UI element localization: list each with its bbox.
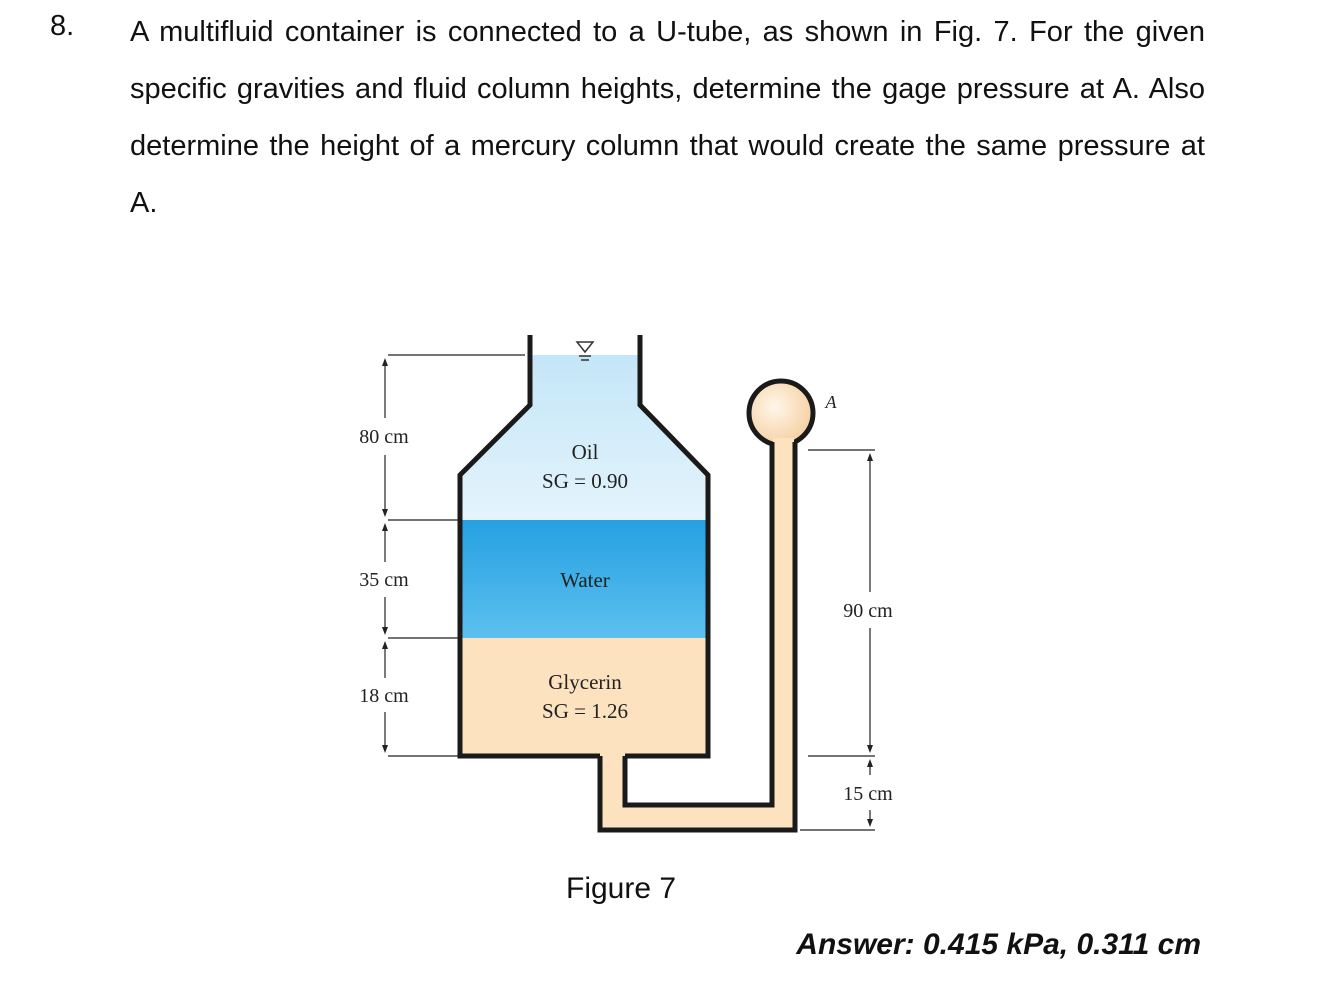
glycerin-sg-label: SG = 1.26 xyxy=(542,699,628,723)
oil-sg-label: SG = 0.90 xyxy=(542,469,628,493)
water-label: Water xyxy=(560,568,610,592)
problem-text: A multifluid container is connected to a U-tube, as shown in Fig. 7. For the given specific gravities and fluid column heights, determine the gage pressure at A. Also determine the height of a mercury column that would create the same pressure at A. xyxy=(130,16,1205,219)
oil-label: Oil xyxy=(571,440,599,464)
oil-height-label: 80 cm xyxy=(359,426,409,448)
glycerin-label: Glycerin xyxy=(548,670,622,694)
answer-text: Answer: 0.415 kPa, 0.311 cm xyxy=(796,928,1201,961)
tube-height-label: 90 cm xyxy=(843,600,893,622)
bulb-A xyxy=(749,381,813,445)
water-height-label: 35 cm xyxy=(359,569,409,591)
glycerin-height-label: 18 cm xyxy=(359,685,409,707)
problem-number: 8. xyxy=(50,10,75,42)
bottom-offset-label: 15 cm xyxy=(843,783,893,805)
point-a-label: A xyxy=(825,392,837,412)
glycerin-layer xyxy=(460,638,708,756)
figure-caption: Figure 7 xyxy=(566,872,677,905)
